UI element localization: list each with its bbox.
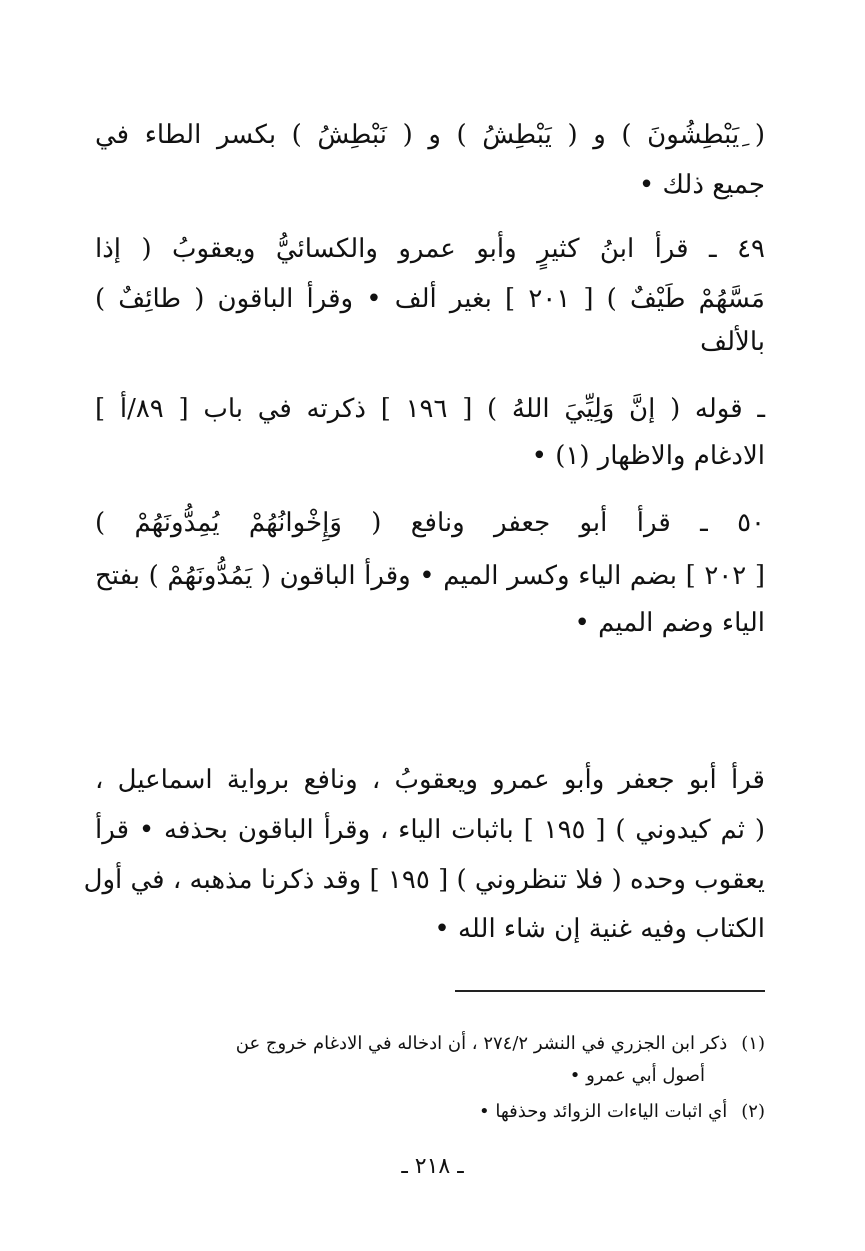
page-number: ـ ٢١٨ ـ [401, 1154, 464, 1179]
paragraph-1-line-1: ( ‌‏ِيَبْطِشُونَ ) و ( يَبْطِشُ ) و ( نَبْطِشُ ) بكسر الطاء في [95, 120, 765, 150]
paragraph-49-line-2: مَسَّهُمْ طَيْفٌ ) [ ٢٠١ ] بغير ألف • وقرأ الباقون ( طائِفٌ ) [95, 284, 765, 314]
footnote-2-mark: (٢) [741, 1101, 765, 1122]
paragraph-49-line-3: بالألف [700, 327, 765, 357]
paragraph-ithbat-line-2: ( ثم كيدوني ) [ ١٩٥ ] باثبات الياء ، وقرأ الباقون بحذفه • قرأ [95, 815, 765, 845]
footnote-1 [236, 1030, 765, 1058]
paragraph-50-line-1: ٥٠ ـ قرأ أبو جعفر ونافع ( وَإِخْوانُهُمْ يُمِدُّونَهُمْ ) [95, 508, 765, 538]
paragraph-49-line-1: ٤٩ ـ قرأ ابنُ كثيرٍ وأبو عمرو والكسائيُّ ويعقوبُ ( إذا [95, 234, 765, 264]
footnote-2-line-1: أي اثبات الياءات الزوائد وحذفها • [479, 1101, 728, 1122]
paragraph-ithbat-line-3: يعقوب وحده ( فلا تنظروني ) [ ١٩٥ ] وقد ذكرنا مذهبه ، في أول [83, 865, 765, 895]
paragraph-note-line-1: ـ قوله ( إنَّ وَلِيِّيَ اللهُ ) [ ١٩٦ ] ذكرته في باب [ ٨٩/أ ] [95, 394, 765, 424]
footnote-1-line-1: ذكر ابن الجزري في النشر ٢٧٤/٢ ، أن ادخاله في الادغام خروج عن [235, 1033, 728, 1054]
paragraph-50-line-3: الياء وضم الميم • [574, 608, 765, 638]
footnote-separator [455, 990, 765, 992]
paragraph-1-line-2: جميع ذلك • [638, 170, 765, 200]
paragraph-ithbat-line-1: قرأ أبو جعفر وأبو عمرو ويعقوبُ ، ونافع برواية اسماعيل ، [95, 765, 765, 795]
footnote-1-mark: (١) [741, 1033, 765, 1054]
paragraph-ithbat-line-4: الكتاب وفيه غنية إن شاء الله • [434, 914, 765, 944]
footnote-1-line-2: أصول أبي عمرو • [569, 1065, 705, 1086]
footnote-2 [479, 1098, 765, 1126]
paragraph-note-line-2: الادغام والاظهار (١) • [531, 441, 765, 471]
paragraph-50-line-2: [ ٢٠٢ ] بضم الياء وكسر الميم • وقرأ الباقون ( يَمُدُّونَهُمْ ) بفتح [95, 561, 765, 591]
